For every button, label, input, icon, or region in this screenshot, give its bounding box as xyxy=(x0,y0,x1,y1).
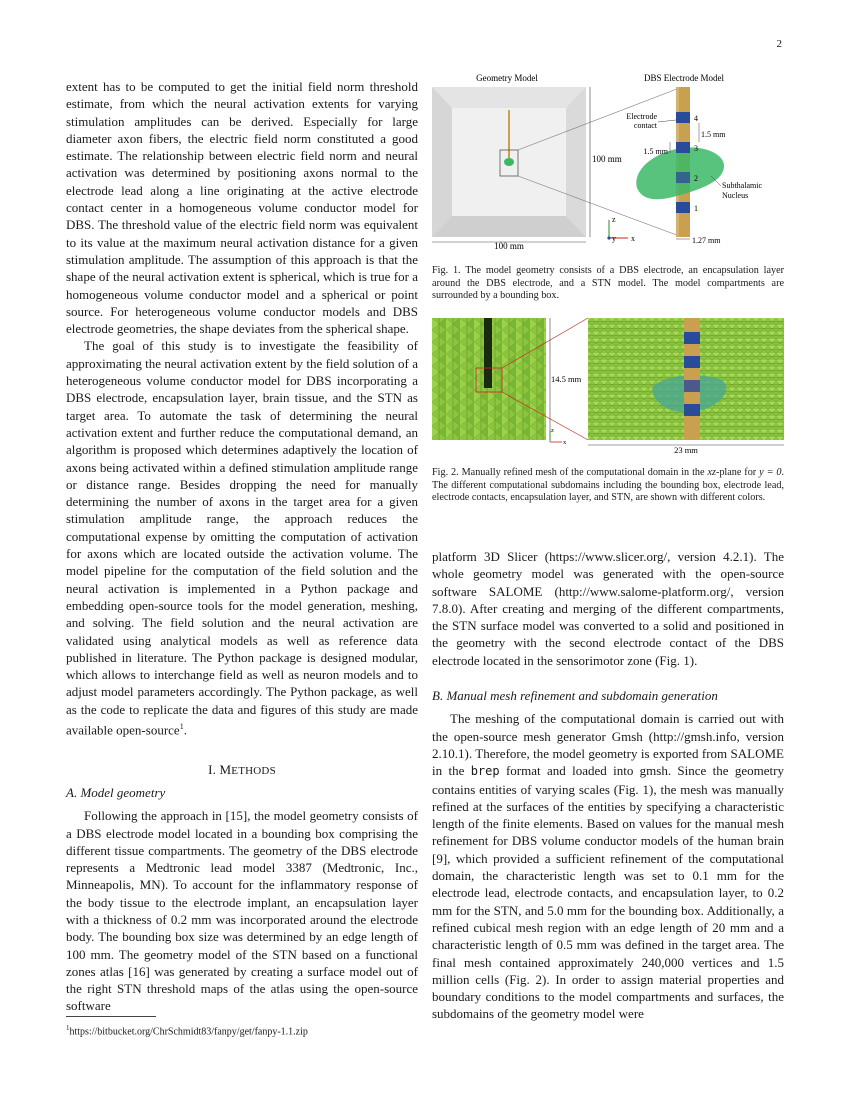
fig2-axis-x: x xyxy=(563,439,567,446)
fig1-diameter-label: 1.27 mm xyxy=(692,236,721,245)
figure-2-caption: Fig. 2. Manually refined mesh of the computational domain in the xz-plane for y = 0. The different computational subdomains including the bounding box, electrode lead, electrode contacts, encapsulation layer, and STN, are shown with different colors. xyxy=(432,467,785,504)
figure-2 xyxy=(432,318,784,456)
figure-1-caption: Fig. 1. The model geometry consists of a DBS electrode, an encapsulation layer around the DBS electrode, and a STN model. The model compartments are surrounded by a bounding box. xyxy=(432,265,784,302)
contact-number-4: 4 xyxy=(694,114,698,123)
right-column xyxy=(432,548,784,1023)
paragraph: extent has to be computed to get the initial field norm threshold estimate, from which the neural activation extents for varying stimulation amplitudes can be derived. Especially for large diameter axon fibers, the electric field norm constituted a good estimate. The relationship between electric field norm and neural activation was determined by positioning axons normal to the electrode lead along a line originating at the active electrode contact center in a homogeneous volume conductor model for DBS. The threshold value of the electric field norm was equivalent to its value at the maximum neural activation distance for a given stimulation amplitude. The assumption of this approach is that the shape of the neural activation extent is spherical, which is true for a homogeneous volume conductor model and a spherical or point source. For heterogeneous volume conductor models and DBS electrode geometries, the shape deviates from the spherical shape. xyxy=(66,79,418,337)
fig2-axis-z: z xyxy=(551,427,554,434)
fig2-width-label: 23 mm xyxy=(674,445,698,455)
section-title: I. METHODS xyxy=(208,761,276,777)
figure-1 xyxy=(432,70,784,250)
fig1-width-label: 100 mm xyxy=(494,241,524,250)
electrode-contact-3 xyxy=(676,142,690,153)
fig1-spacing-label: 1.5 mm xyxy=(701,130,726,139)
fig1-contact-length-label: 1.5 mm xyxy=(643,147,668,156)
fig1-stn-label: Subthalamic Nucleus xyxy=(722,181,762,200)
footnote-rule xyxy=(66,1016,156,1017)
paragraph: Following the approach in [15], the model geometry consists of a DBS electrode model located in a bounding box comprising the different tissue compartments. The geometry of the DBS electrode represents a Medtronic lead model 3387 (Medtronic, Inc., Minneapolis, MN). To account for the inflammatory response of the body tissue to the electrode implant, an encapsulation layer with a thickness of 0.2 mm was incorporated around the electrode body. The bounding box size was determined by an edge length of 100 mm. The geometry model of the STN based on a functional zones atlas [16] was generated by creating a surface model out of the right STN threshold maps of the atlas using the open-source software xyxy=(66,808,418,1014)
stn-small xyxy=(504,158,514,166)
mesh-electrode-hole xyxy=(484,318,492,388)
electrode-contact-2 xyxy=(676,172,690,183)
contact-number-2: 2 xyxy=(694,174,698,183)
page-number: 2 xyxy=(776,38,782,50)
electrode-contact-1 xyxy=(676,202,690,213)
paragraph: platform 3D Slicer (https://www.slicer.org/, version 4.2.1). The whole geometry model was generated with the open-source software SALOME (http://www.salome-platform.org/, version 7.8.0). After creating and merging of the different compartments, the STN surface model was converted to a solid and positioned in the geometry with the second electrode contact of the DBS electrode located in the sensorimotor zone (Fig. 1). xyxy=(432,549,784,668)
fig1-axis-x: x xyxy=(631,234,635,243)
electrode-contact-4 xyxy=(676,112,690,123)
paragraph: The meshing of the computational domain is carried out with the open-source mesh generator Gmsh (http://gmsh.info, version 2.10.1). Therefore, the model geometry is exported from SALOME in the brep format and loaded into gmsh. Since the geometry contains entities of varying scales (Fig. 1), the mesh was manually refined at the surfaces of the entities by specifying a characteristic length of the finite elements. Based on values for the manual mesh refinement for DBS volume conductor models of the human brain [9], which provided a sufficient refinement of the computational domain, the characteristic length was set to 0.1 mm for the electrode lead, electrode contacts, and encapsulation layer, to 0.2 mm for the STN, and 5.0 mm for the bounding box. Additionally, a refined cubical mesh region with an edge length of 20 mm and a characteristic length of 0.5 mm was defined in the target area. The final mesh contained approximately 240,000 vertices and 1.5 million cells (Fig. 2). In order to assign material properties and boundary conditions to the model compartments and surfaces, the subdomains of the geometry model were xyxy=(432,711,785,1022)
fig1-height-label: 100 mm xyxy=(592,154,622,164)
fig2-height-label: 14.5 mm xyxy=(551,374,582,384)
left-column xyxy=(66,78,418,1015)
contact-number-3: 3 xyxy=(694,144,698,153)
fig1-title-right: DBS Electrode Model xyxy=(644,73,724,83)
subsection-title: B. Manual mesh refinement and subdomain generation xyxy=(432,688,718,704)
subsection-title: A. Model geometry xyxy=(66,784,166,800)
paragraph: The goal of this study is to investigate the feasibility of approximating the neural activation extent by the field solution of a heterogeneous volume conductor model for DBS incorporating a DBS electrode, encapsulation layer, brain tissue, and the STN as target area. To automate the task of determining the neural activation extent and further reduce the computational demand, an algorithm is proposed which determines adaptively the location of axons being activated within a defined stimulation amplitude range or distance range. Besides dropping the need for manually determining the number of axons in the target area for a given stimulation amplitude range, the approach reduces the computational expense by omitting the computation of activation for axons which are located outside the activation volume. The model pipeline for the computation of the field solution and the neural activation is implemented in a Python package and embedding open-source tools for the model generation, meshing, and solving. The field solution and the neural activation are validated using analytical models as well as reference data published in literature. The Python package is designed modular, which allows to interchange field as well as neuron models and to adjust model parameters accordingly. The Python package, as well as the code to replicate the data and figures of this study are made available open-source$^1$. xyxy=(66,338,418,738)
fig1-title-left: Geometry Model xyxy=(476,73,538,83)
contact-number-1: 1 xyxy=(694,204,698,213)
footnote-mark: 1 xyxy=(179,721,184,731)
fig1-axis-y: y xyxy=(612,234,616,243)
fig1-contact-label: Electrode contact xyxy=(626,112,657,130)
fig1-axis-z: z xyxy=(612,215,616,224)
footnote: $^1$https://bitbucket.org/ChrSchmidt83/fanpy/get/fanpy-1.1.zip xyxy=(66,1024,308,1038)
